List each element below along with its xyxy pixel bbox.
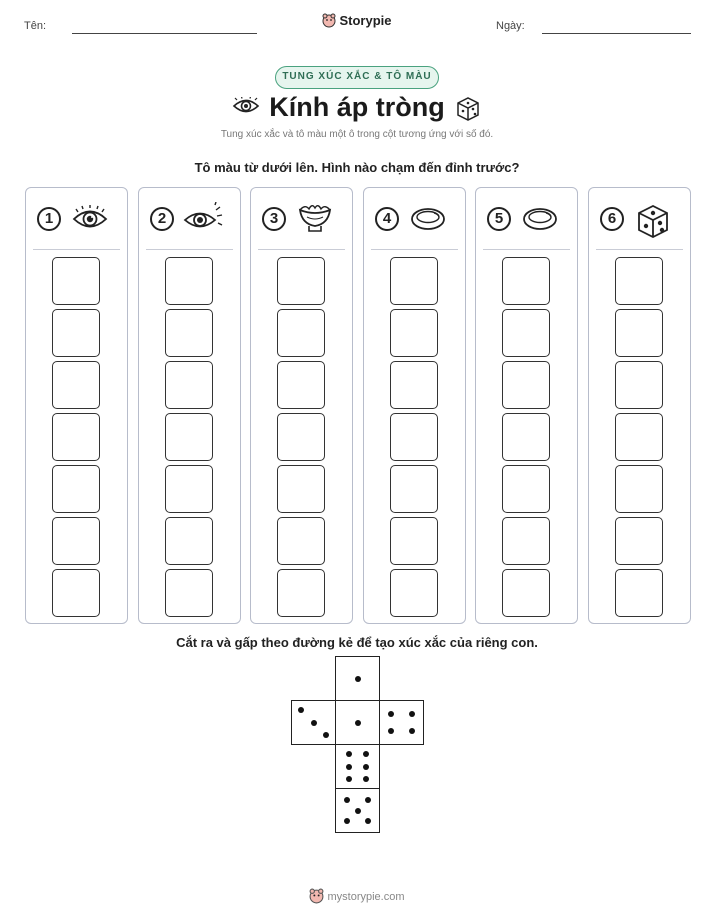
color-cell[interactable] xyxy=(165,517,213,565)
color-cell[interactable] xyxy=(390,569,438,617)
dice-pip xyxy=(344,818,350,824)
dice-pip xyxy=(346,751,352,757)
column-divider xyxy=(146,249,233,250)
dice-pip xyxy=(346,776,352,782)
dice-pip xyxy=(323,732,329,738)
dice-pip xyxy=(311,720,317,726)
color-cell[interactable] xyxy=(165,309,213,357)
color-cell[interactable] xyxy=(52,517,100,565)
column-divider xyxy=(371,249,458,250)
dice-column-1 xyxy=(25,187,128,624)
dice-column-3 xyxy=(250,187,353,624)
color-cell[interactable] xyxy=(52,465,100,513)
dice-pip xyxy=(298,707,304,713)
color-cell[interactable] xyxy=(277,413,325,461)
color-cell[interactable] xyxy=(502,361,550,409)
color-cell[interactable] xyxy=(390,465,438,513)
color-cell[interactable] xyxy=(390,413,438,461)
color-cell[interactable] xyxy=(52,569,100,617)
color-cell[interactable] xyxy=(502,569,550,617)
color-cell[interactable] xyxy=(277,569,325,617)
color-cell[interactable] xyxy=(165,257,213,305)
dice-face-6 xyxy=(335,744,380,789)
dice-pip xyxy=(388,711,394,717)
dice-pip xyxy=(344,797,350,803)
column-divider xyxy=(258,249,345,250)
color-cell[interactable] xyxy=(615,257,663,305)
eye-icon xyxy=(70,202,110,236)
color-cell[interactable] xyxy=(502,413,550,461)
subtitle: Tung xúc xắc và tô màu một ô trong cột tương ứng với số đó. xyxy=(220,129,494,140)
storypie-logo-icon xyxy=(322,13,336,28)
color-cell[interactable] xyxy=(502,257,550,305)
color-cell[interactable] xyxy=(165,465,213,513)
contact-lens-icon xyxy=(520,202,560,236)
dice-face-1 xyxy=(335,700,380,745)
color-cell[interactable] xyxy=(615,309,663,357)
color-cell[interactable] xyxy=(502,517,550,565)
footer xyxy=(0,888,714,904)
dice-pip xyxy=(409,728,415,734)
dice-pip xyxy=(409,711,415,717)
name-label: Tên: xyxy=(24,20,47,32)
column-divider xyxy=(33,249,120,250)
dice-pip xyxy=(346,764,352,770)
name-line[interactable] xyxy=(72,33,257,34)
column-divider xyxy=(483,249,570,250)
color-cell[interactable] xyxy=(615,465,663,513)
color-cell[interactable] xyxy=(277,257,325,305)
dice-icon xyxy=(633,202,673,236)
color-cell[interactable] xyxy=(502,309,550,357)
title-dice-icon xyxy=(454,93,482,121)
color-cell[interactable] xyxy=(277,465,325,513)
column-number: 2 xyxy=(150,207,174,231)
dice-column-2 xyxy=(138,187,241,624)
color-cell[interactable] xyxy=(52,309,100,357)
dice-face-5 xyxy=(335,788,380,833)
page-title: Kính áp tròng xyxy=(269,92,445,122)
dice-pip xyxy=(365,797,371,803)
date-line[interactable] xyxy=(542,33,691,34)
dice-face-4 xyxy=(379,700,424,745)
footer-url[interactable]: mystorypie.com xyxy=(327,891,405,903)
color-cell[interactable] xyxy=(615,569,663,617)
dice-pip xyxy=(363,751,369,757)
dice-pip xyxy=(355,720,361,726)
dice-face-3 xyxy=(291,700,336,745)
column-number: 4 xyxy=(375,207,399,231)
column-number: 6 xyxy=(600,207,624,231)
color-cell[interactable] xyxy=(390,361,438,409)
color-cell[interactable] xyxy=(390,257,438,305)
dice-pip xyxy=(388,728,394,734)
activity-badge: TUNG XÚC XẮC & TÔ MÀU xyxy=(275,66,439,89)
color-cell[interactable] xyxy=(502,465,550,513)
column-number: 3 xyxy=(262,207,286,231)
color-cell[interactable] xyxy=(390,517,438,565)
color-cell[interactable] xyxy=(165,361,213,409)
dice-column-5 xyxy=(475,187,578,624)
dice-pip xyxy=(365,818,371,824)
dice-column-6 xyxy=(588,187,691,624)
column-number: 1 xyxy=(37,207,61,231)
column-divider xyxy=(596,249,683,250)
color-cell[interactable] xyxy=(615,413,663,461)
brand-header xyxy=(0,13,714,28)
dice-pip xyxy=(355,676,361,682)
color-cell[interactable] xyxy=(390,309,438,357)
brand-name: Storypie xyxy=(339,13,392,28)
color-cell[interactable] xyxy=(615,517,663,565)
cut-instruction: Cắt ra và gấp theo đường kẻ để tạo xúc xắc của riêng con. xyxy=(176,635,538,650)
color-cell[interactable] xyxy=(52,413,100,461)
date-label: Ngày: xyxy=(496,20,525,32)
color-cell[interactable] xyxy=(165,413,213,461)
dice-pip xyxy=(355,808,361,814)
color-cell[interactable] xyxy=(277,361,325,409)
dice-column-4 xyxy=(363,187,466,624)
color-cell[interactable] xyxy=(277,309,325,357)
contact-lens-icon xyxy=(408,202,448,236)
dice-pip xyxy=(363,776,369,782)
instruction: Tô màu từ dưới lên. Hình nào chạm đến đỉnh trước? xyxy=(194,160,520,175)
lens-cup-icon xyxy=(295,202,335,236)
column-number: 5 xyxy=(487,207,511,231)
color-cell[interactable] xyxy=(52,361,100,409)
dice-pip xyxy=(363,764,369,770)
color-cell[interactable] xyxy=(165,569,213,617)
color-cell[interactable] xyxy=(277,517,325,565)
color-cell[interactable] xyxy=(52,257,100,305)
dice-face-1 xyxy=(335,656,380,701)
storypie-footer-logo-icon xyxy=(309,888,324,904)
color-cell[interactable] xyxy=(615,361,663,409)
eye-sparkle-icon xyxy=(183,202,223,236)
